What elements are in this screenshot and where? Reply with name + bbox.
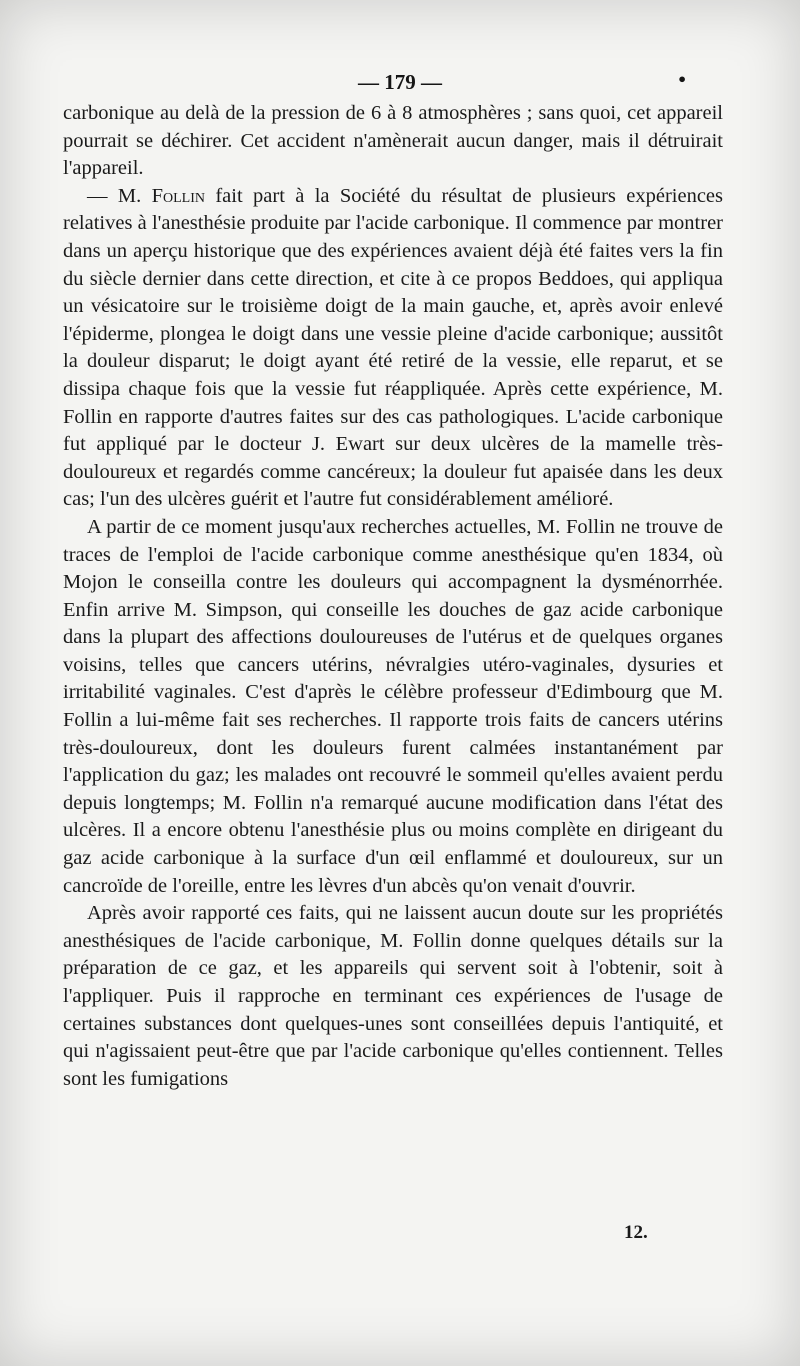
paragraph-2-text: fait part à la Société du résultat de plusieurs expériences relatives à l'anesthésie produite par l'acide carbonique. Il commence par montrer dans un aperçu historique que des expériences avaient déjà été faites vers la fin du siècle dernier dans cette direction, et cite à ce propos Beddoes, qui appliqua un vésicatoire sur le troisième doigt de la main gauche, et, après avoir enlevé l'épiderme, plongea le doigt dans une vessie pleine d'acide carbonique; aussitôt la douleur disparut; le doigt ayant été retiré de la vessie, elle reparut, et se dissipa chaque fois que la vessie fut réappliquée. Après cette expérience, M. Follin en rapporte d'autres faites sur des cas pathologiques. L'acide carbonique fut appliqué par le docteur J. Ewart sur deux ulcères de la mamelle très-douloureux et regardés comme cancéreux; la douleur fut apaisée dans les deux cas; l'un des ulcères guérit et l'autre fut considérablement amélioré. bbox=[63, 184, 724, 511]
paragraph-4: Après avoir rapporté ces faits, qui ne laissent aucun doute sur les propriétés anesthésiques de l'acide carbonique, M. Follin donne quelques détails sur la préparation de ce gaz, et les appareils qui servent soit à l'obtenir, soit à l'appliquer. Puis il rapproche en terminant ces expériences de l'usage de certaines substances dont quelques-unes sont conseillées depuis l'antiquité, et qui n'agissaient peut-être que par l'acide carbonique qu'elles contiennent. Telles sont les fumigations bbox=[63, 902, 723, 1090]
paragraph-2 bbox=[63, 183, 723, 514]
paragraph-2-name: Follin bbox=[151, 184, 205, 207]
paragraph-2-lead: — M. bbox=[87, 184, 152, 207]
page-number: — 179 — bbox=[358, 70, 442, 94]
ink-mark: • bbox=[677, 70, 688, 89]
body-text bbox=[63, 100, 723, 1093]
paragraph-1: carbonique au delà de la pression de 6 à 8 atmosphères ; sans quoi, cet appareil pourrait se déchirer. Cet accident n'amènerait aucun danger, mais il détruirait l'appareil. bbox=[63, 102, 723, 180]
signature-mark: 12. bbox=[624, 1222, 648, 1243]
paragraph-3: A partir de ce moment jusqu'aux recherches actuelles, M. Follin ne trouve de traces de l'emploi de l'acide carbonique comme anesthésique qu'en 1834, où Mojon le conseilla contre les douleurs qui accompagnent la dysménorrhée. Enfin arrive M. Simpson, qui conseille les douches de gaz acide carbonique dans la plupart des affections douloureuses de l'utérus et de quelques organes voisins, telles que cancers utérins, névralgies utéro-vaginales, dysuries et irritabilité vaginales. C'est d'après le célèbre professeur d'Edimbourg que M. Follin a lui-même fait ses recherches. Il rapporte trois faits de cancers utérins très-douloureux, dont les douleurs furent calmées instantanément par l'application du gaz; les malades ont recouvré le sommeil qu'elles avaient perdu depuis longtemps; M. Follin n'a remarqué aucune modification dans l'état des ulcères. Il a encore obtenu l'anesthésie plus ou moins complète en dirigeant du gaz acide carbonique à la surface d'un œil enflammé et douloureux, sur un cancroïde de l'oreille, entre les lèvres d'un abcès qu'on venait d'ouvrir. bbox=[63, 515, 723, 897]
